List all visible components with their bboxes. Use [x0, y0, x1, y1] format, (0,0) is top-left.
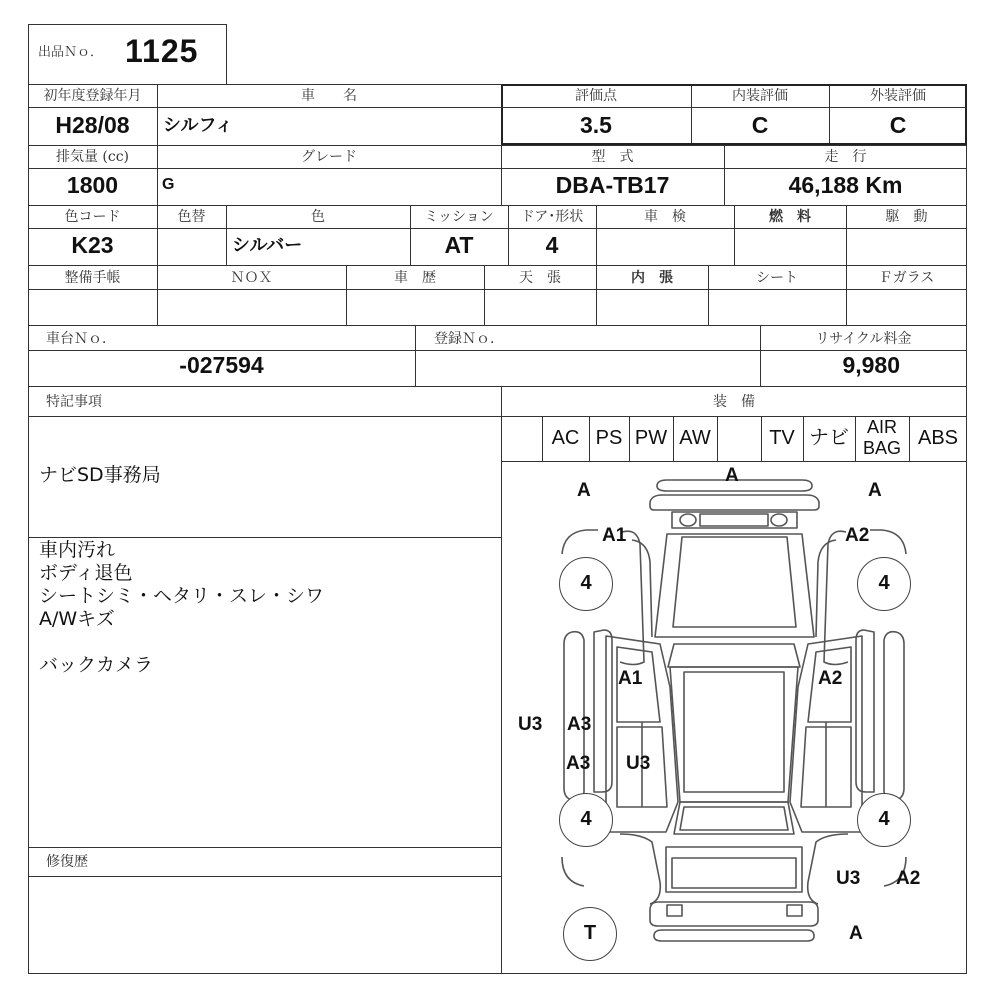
equip-aw: AW — [679, 427, 711, 449]
tire-rear-right: 4 — [857, 793, 911, 847]
grade-value: G — [162, 176, 175, 193]
grade-label: グレード — [301, 149, 357, 165]
interior-score-value: C — [751, 112, 769, 138]
f-glass-label: Ｆガラス — [878, 270, 935, 286]
seat-label: シート — [756, 270, 798, 286]
spare-tire: T — [563, 907, 617, 961]
remark-1: 車内汚れ — [39, 539, 116, 561]
tire-rear-left: 4 — [559, 793, 613, 847]
color-value: シルバー — [232, 235, 303, 255]
mission-label: ミッション — [424, 209, 494, 225]
remark-2: ボディ退色 — [39, 562, 133, 584]
displacement-value: 1800 — [66, 172, 119, 198]
car-name-value: シルフィ — [163, 115, 234, 135]
nox-label: ＮＯＸ — [230, 270, 273, 286]
equip-ps: PS — [595, 427, 623, 449]
remark-3: シートシミ・ヘタリ・スレ・シワ — [39, 585, 325, 607]
equip-airbag: AIR BAG — [862, 417, 901, 458]
color-label: 色 — [311, 209, 325, 225]
tire-front-left: 4 — [559, 557, 613, 611]
special-notes-label: 特記事項 — [46, 394, 102, 410]
special-note: ナビSD事務局 — [39, 464, 161, 486]
interior-score-label: 内装評価 — [732, 88, 788, 104]
mark-rear-right-a: A — [849, 923, 863, 944]
door-shape-value: 4 — [545, 232, 559, 258]
mark-door-front-right: A2 — [818, 668, 843, 689]
interior-label: 内 張 — [631, 270, 673, 286]
mark-front-center: A — [725, 465, 739, 486]
mileage-value: 46,188 Km — [788, 172, 903, 198]
reg-year-value: H28/08 — [55, 112, 130, 138]
repair-history-label: 修復歴 — [46, 854, 88, 870]
score-value: 3.5 — [580, 112, 612, 138]
service-book-label: 整備手帳 — [64, 270, 121, 286]
door-shape-label: ドア･形状 — [520, 209, 584, 225]
remark-6: バックカメラ — [39, 654, 154, 676]
color-code-label: 色コード — [64, 209, 121, 225]
remark-4: A/Wキズ — [39, 608, 115, 630]
car-name-label: 車 名 — [301, 88, 357, 104]
model-label: 型 式 — [591, 149, 634, 165]
chassis-no-label: 車台Ｎｏ． — [46, 331, 116, 347]
equip-ac: AC — [551, 427, 580, 449]
recycle-fee-label: リサイクル料金 — [815, 331, 912, 347]
equip-tv: TV — [769, 427, 795, 449]
model-value: DBA-TB17 — [555, 172, 670, 198]
chassis-no-value: -027594 — [179, 352, 264, 378]
equipment-label: 装 備 — [713, 394, 755, 410]
lot-box — [28, 24, 227, 85]
inspection-label: 車 検 — [644, 209, 686, 225]
fuel-label: 燃 料 — [769, 209, 811, 225]
mark-rear-right-a2: A2 — [896, 868, 921, 889]
mark-fender-left: A1 — [602, 525, 627, 546]
mark-door-front-left: A1 — [618, 668, 643, 689]
mark-rear-right-u3: U3 — [836, 868, 861, 889]
mark-rocker-left-u3: U3 — [518, 714, 543, 735]
reg-no-label: 登録Ｎｏ． — [434, 331, 504, 347]
mark-door-rear-left-a3: A3 — [566, 753, 591, 774]
equip-abs: ABS — [917, 427, 959, 449]
drive-label: 駆 動 — [885, 209, 928, 225]
history-label: 車 歴 — [394, 270, 436, 286]
equip-pw: PW — [634, 427, 668, 449]
mark-door-rear-left-u3: U3 — [626, 753, 651, 774]
mark-front-left: A — [577, 480, 591, 501]
mark-front-right: A — [868, 480, 882, 501]
mark-fender-right: A2 — [845, 525, 870, 546]
lot-number: 1125 — [125, 33, 199, 69]
score-label: 評価点 — [575, 88, 617, 104]
displacement-label: 排気量 (cc) — [55, 149, 130, 165]
roof-label: 天 張 — [519, 270, 561, 286]
lot-label: 出品Ｎｏ． — [38, 45, 104, 60]
equip-navi: ナビ — [809, 427, 849, 449]
recycle-fee-value: 9,980 — [842, 352, 900, 378]
color-code-value: K23 — [71, 232, 114, 258]
mission-value: AT — [444, 232, 474, 258]
exterior-score-value: C — [889, 112, 907, 138]
mark-rocker-left-a3: A3 — [567, 714, 592, 735]
mileage-label: 走 行 — [824, 149, 867, 165]
tire-front-right: 4 — [857, 557, 911, 611]
exterior-score-label: 外装評価 — [870, 88, 926, 104]
color-change-label: 色替 — [177, 209, 206, 225]
reg-year-label: 初年度登録年月 — [43, 88, 142, 104]
